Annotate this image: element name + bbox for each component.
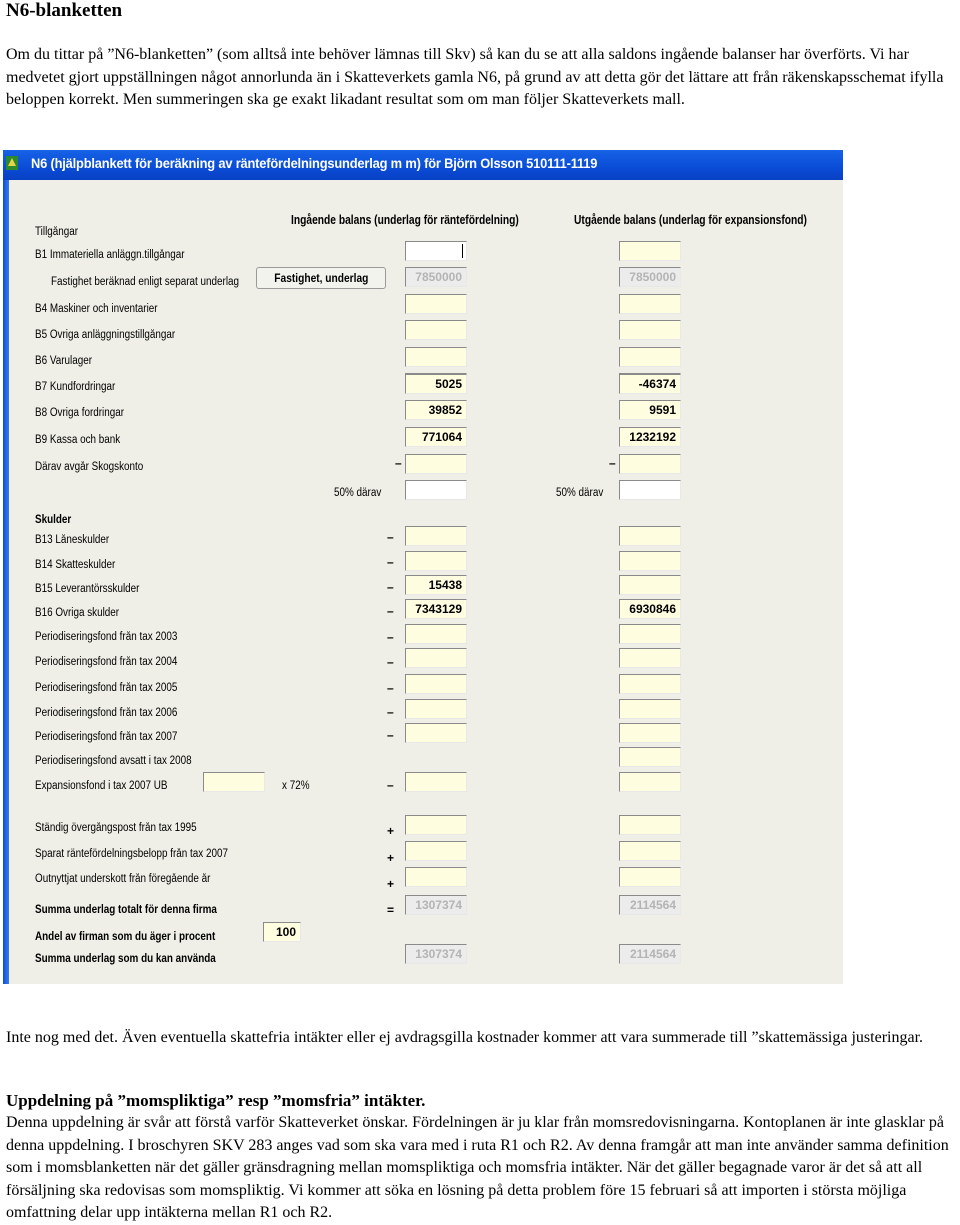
label-p2004: Periodiseringsfond från tax 2004: [35, 656, 178, 668]
field-sparat-in[interactable]: [405, 841, 467, 861]
label-b6: B6 Varulager: [35, 355, 93, 367]
minus-sign: –: [387, 530, 394, 544]
label-b9: B9 Kassa och bank: [35, 434, 121, 446]
after-paragraph: Inte nog med det. Även eventuella skattefria intäkter eller ej avdragsgilla kostnader kommer att vara summerade till ”skattemässiga justeringar.: [6, 1029, 924, 1046]
plus-sign: +: [387, 877, 395, 891]
field-standig-out[interactable]: [619, 815, 681, 835]
fastighet-underlag-button[interactable]: Fastighet, underlag: [256, 267, 386, 289]
label-summa-kan: Summa underlag som du kan använda: [35, 953, 216, 965]
label-b5: B5 Övriga anläggningstillgångar: [35, 329, 176, 341]
section-skulder: Skulder: [35, 514, 72, 526]
minus-sign: –: [387, 580, 394, 594]
field-p2006-out[interactable]: [619, 699, 681, 719]
field-p2003-out[interactable]: [619, 624, 681, 644]
field-b1-out[interactable]: [619, 241, 681, 261]
column-header-ingaende: Ingående balans (underlag för räntefördelning): [291, 213, 519, 227]
field-b13-in[interactable]: [405, 526, 467, 546]
field-skog-out[interactable]: [619, 454, 681, 474]
field-b15-out[interactable]: [619, 575, 681, 595]
field-p2003-in[interactable]: [405, 624, 467, 644]
minus-sign: –: [609, 456, 616, 470]
label-b14: B14 Skatteskulder: [35, 559, 116, 571]
label-summa-underlag: Summa underlag totalt för denna firma: [35, 904, 217, 916]
label-p2008: Periodiseringsfond avsatt i tax 2008: [35, 755, 192, 767]
field-b15-in[interactable]: 15438: [405, 575, 467, 595]
field-b5-out[interactable]: [619, 347, 681, 367]
minus-sign: –: [387, 705, 394, 719]
field-summa-out: 2114564: [619, 895, 681, 915]
field-sumkan-out: 2114564: [619, 944, 681, 964]
label-b8: B8 Övriga fordringar: [35, 407, 125, 419]
label-andel: Andel av firman som du äger i procent: [35, 931, 216, 943]
n6-form-window: [3, 150, 843, 984]
field-andel[interactable]: 100: [263, 922, 301, 942]
field-b9-out[interactable]: 1232192: [619, 427, 681, 447]
field-b4-in[interactable]: [405, 320, 467, 340]
minus-sign: –: [387, 555, 394, 569]
minus-sign: –: [387, 604, 394, 618]
intro-paragraph: Om du tittar på ”N6-blanketten” (som alltså inte behöver lämnas till Skv) så kan du se att alla saldons ingående balanser har överförts. Vi har medvetet gjort uppställningen något annorlunda än i Skatteverkets gamla N6, på grund av att detta gör det lättare att från räkenskapsschemat ifylla beloppen korrekt. Men summeringen ska ge exakt likadant resultat som om man följer Skatteverkets mall.: [6, 46, 944, 108]
field-p2007-in[interactable]: [405, 723, 467, 743]
section-tillgangar: Tillgångar: [35, 226, 79, 238]
field-p2006-in[interactable]: [405, 699, 467, 719]
label-p2005: Periodiseringsfond från tax 2005: [35, 682, 178, 694]
field-skog-in[interactable]: [405, 454, 467, 474]
field-p2004-in[interactable]: [405, 648, 467, 668]
label-expansionsfond: Expansionsfond i tax 2007 UB: [35, 780, 168, 792]
field-summa-in: 1307374: [405, 895, 467, 915]
field-p2004-out[interactable]: [619, 648, 681, 668]
label-p2007: Periodiseringsfond från tax 2007: [35, 731, 178, 743]
field-p2008-out[interactable]: [619, 747, 681, 767]
field-b9-in[interactable]: 771064: [405, 427, 467, 447]
label-p2003: Periodiseringsfond från tax 2003: [35, 631, 178, 643]
label-halv-in: 50% därav: [334, 487, 382, 499]
field-outnyttjat-in[interactable]: [405, 867, 467, 887]
field-p2005-out[interactable]: [619, 674, 681, 694]
label-b16: B16 Övriga skulder: [35, 607, 120, 619]
label-fastighet: Fastighet beräknad enligt separat underlag: [51, 276, 240, 288]
field-fastighet-in: 7850000: [405, 267, 467, 287]
minus-sign: –: [387, 630, 394, 644]
label-x72: x 72%: [282, 780, 310, 792]
field-halv-out[interactable]: [619, 480, 681, 500]
label-b4: B4 Maskiner och inventarier: [35, 303, 158, 315]
field-b14-out[interactable]: [619, 551, 681, 571]
label-b13: B13 Låneskulder: [35, 534, 110, 546]
field-blank-out[interactable]: [619, 294, 681, 314]
field-p2005-in[interactable]: [405, 674, 467, 694]
field-b7-out[interactable]: -46374: [619, 374, 681, 394]
column-header-utgaende: Utgående balans (underlag för expansionsfond): [574, 213, 807, 227]
minus-sign: –: [387, 681, 394, 695]
field-blank-in[interactable]: [405, 294, 467, 314]
label-skogskonto: Därav avgår Skogskonto: [35, 461, 144, 473]
field-p2007-out[interactable]: [619, 723, 681, 743]
field-b7-in[interactable]: 5025: [405, 374, 467, 394]
field-b8-in[interactable]: 39852: [405, 400, 467, 420]
plus-sign: +: [387, 824, 395, 838]
label-standig: Ständig övergångspost från tax 1995: [35, 822, 197, 834]
label-b1: B1 Immateriella anläggn.tillgångar: [35, 249, 185, 261]
field-fastighet-out: 7850000: [619, 267, 681, 287]
minus-sign: –: [395, 456, 402, 470]
field-b8-out[interactable]: 9591: [619, 400, 681, 420]
field-exp-in[interactable]: [405, 772, 467, 792]
window-title: N6 (hjälpblankett för beräkning av räntefördelningsunderlag m m) för Björn Olsson 510111-1119: [31, 155, 598, 171]
field-sumkan-in: 1307374: [405, 944, 467, 964]
app-icon: [5, 154, 19, 172]
field-expansionsfond[interactable]: [203, 772, 265, 792]
equals-sign: =: [387, 903, 395, 917]
field-exp-out[interactable]: [619, 772, 681, 792]
label-outnyttjat: Outnyttjat underskott från föregående år: [35, 873, 211, 885]
label-halv-out: 50% därav: [556, 487, 604, 499]
minus-sign: –: [387, 778, 394, 792]
body-paragraph: Denna uppdelning är svår att förstå varför Skatteverket önskar. Fördelningen är ju klar från momsredovisningarna. Kontoplanen är inte glasklar på denna uppdelning. I broschyren SKV 283 anges vad som ska vara med i ruta R1 och R2. Av denna framgår att man inte använder samma definition som i momsblanketten när det gäller gränsdragning mellan momspliktiga och momsfria intäkter. När det gäller begagnade varor är det så att all försäljning ska redovisas som momspliktig. Vi kommer att söka en lösning på detta problem före 15 februari så att importen i största möjliga omfattning delar upp intäkterna mellan R1 och R2.: [6, 1114, 949, 1221]
field-b16-out[interactable]: 6930846: [619, 599, 681, 619]
field-outnyttjat-out[interactable]: [619, 867, 681, 887]
field-b14-in[interactable]: [405, 551, 467, 571]
field-b13-out[interactable]: [619, 526, 681, 546]
field-standig-in[interactable]: [405, 815, 467, 835]
minus-sign: –: [387, 728, 394, 742]
field-sparat-out[interactable]: [619, 841, 681, 861]
field-b4-out[interactable]: [619, 320, 681, 340]
field-b5-in[interactable]: [405, 347, 467, 367]
label-b7: B7 Kundfordringar: [35, 381, 116, 393]
page-title: N6-blanketten: [6, 0, 123, 21]
minus-sign: –: [387, 655, 394, 669]
field-halv-in[interactable]: [405, 480, 467, 500]
label-b15: B15 Leverantörsskulder: [35, 583, 140, 595]
section-heading: Uppdelning på ”momspliktiga” resp ”momsfria” intäkter.: [6, 1091, 426, 1110]
label-p2006: Periodiseringsfond från tax 2006: [35, 707, 178, 719]
field-b16-in[interactable]: 7343129: [405, 599, 467, 619]
label-sparat: Sparat räntefördelningsbelopp från tax 2007: [35, 848, 229, 860]
window-titlebar: [3, 150, 843, 180]
plus-sign: +: [387, 851, 395, 865]
field-b1-in[interactable]: [405, 241, 467, 261]
window-border: [3, 180, 9, 984]
